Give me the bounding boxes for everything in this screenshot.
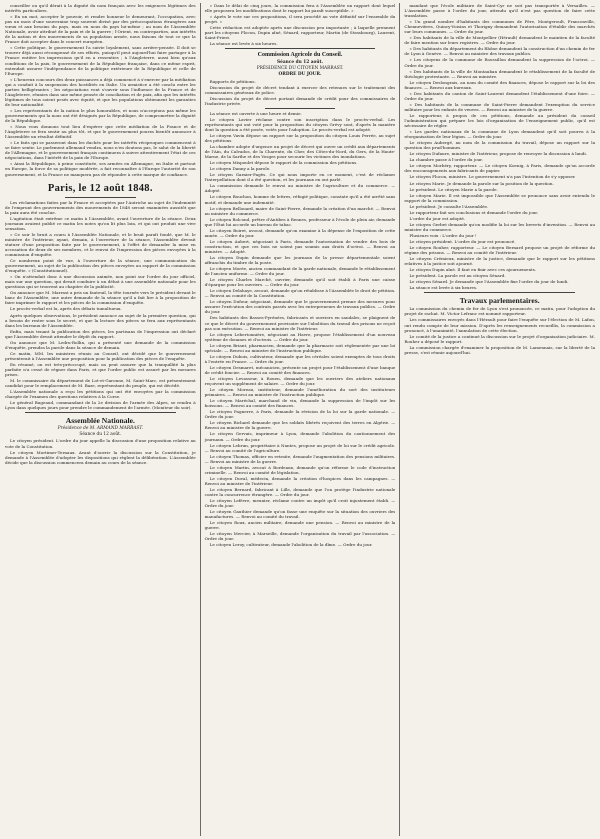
paragraph: Le comité de la justice a continué la discussion sur le projet d'organisation judiciaire. M. Rouher a déposé le rapport. [404, 333, 596, 344]
paragraph: Le citoyen Levasseur, à Rouen, demande que les ouvriers des ateliers nationaux reçoivent un supplément de salaire. — Ordre du jour. [204, 376, 396, 387]
paragraph: Le citoyen Dufaure, ministre de l'intérieur, propose de renvoyer la discussion à lundi. [409, 151, 588, 157]
paragraph: « Des habitants du département du Rhône demandent la construction d'un chemin de fer de Lyon à Genève. — Renvoi au ministre des travaux publics. [404, 46, 596, 57]
paragraph: La commission demande le renvoi au ministre de l'agriculture et du commerce. — Adopté. [204, 183, 396, 194]
column-1-news-text [5, 200, 196, 411]
paragraph: Le citoyen Briant, pharmacien, demande que la pharmacie soit réglementée par une loi spéciale. — Renvoi au ministre de l'instruction publique. [204, 342, 396, 353]
paragraph: Plusieurs voix : L'ordre du jour ! [409, 232, 477, 238]
paragraph: La séance est levée à six heures. [209, 41, 278, 47]
paragraph: La commission du chemin de fer de Lyon s'est prononcée, ce matin, pour l'adoption du projet de rachat. M. Victor Lefranc est nommé rapporteur. [404, 306, 596, 317]
paragraph: La commission chargée d'examiner la proposition de M. Lamennais, sur la liberté de la presse, s'est réunie aujourd'hui. [404, 344, 596, 355]
paragraph: La séance est ouverte à une heure et demie. [209, 110, 302, 116]
paragraph: « Des habitants de la ville de Montpellier (Hérault) demandent le maintien de la faculté de faire mention sur leurs registres. — Ordre du jour. [404, 35, 596, 46]
paragraph: Le citoyen Morée, ancien commandant de la garde nationale, demande le rétablissement de l'ancien uniforme. — Ordre du jour. [204, 266, 396, 277]
paragraph: « L'heureux concours des deux puissances a déjà commencé à s'exercer par la médiation qui a conduit à la suspension des hostilités en Italie. Un armistice a été conclu entre les parties belligérantes ; les négociations vont s'ouvrir sous l'influence de la France et de l'Angleterre, réunies dans une même pensée de conciliation et de paix, afin que les intérêts légitimes de tous soient pesés avec équité, et que les populations obtiennent les garanties de leur nationalité. [5, 76, 196, 107]
paragraph: M. le commissaire du département de Lot-et-Garonne, M. Saint-Marc, est présentement candidat pour le remplacement de M. Baze, représentant du peuple, qui est décédé. [5, 378, 196, 389]
column-1 [5, 3, 196, 836]
paragraph: Le citoyen président. L'ordre du jour est prononcé. [409, 238, 516, 244]
paragraph: Le président. Le citoyen Marie a la parole. [409, 186, 498, 192]
paragraph: Discussion du projet de décret tendant à exercer des retenues sur le traitement des commissaires généraux de police. [204, 84, 396, 95]
paragraph: Le citoyen Lefèvre, meunier, réclame contre un impôt qu'il croit injustement établi. — Ordre du jour. [204, 498, 396, 509]
paragraph: Le citoyen Charles Marché, ouvrier, demande qu'il soit établi à Paris une caisse d'épargne pour les ouvriers. — Ordre du jour. [204, 277, 396, 288]
paragraph: Le citoyen Dubois, cultivateur, demande que les céréales soient exemptes de tous droits à l'entrée en France. — Ordre du jour. [204, 353, 396, 364]
divider [424, 292, 575, 293]
paragraph: Le citoyen Flocon, ministre. Le gouvernement n'a pas l'intention de s'y opposer. [409, 174, 576, 180]
paragraph: Rapports de pétitions. [209, 78, 256, 84]
paragraph: « Les gardes nationaux de la commune de Lyon demandent qu'il soit pourvu à la réorganisation de leur légion. — Ordre du jour. [404, 129, 596, 140]
paragraph: Le citoyen Lebrun, propriétaire à Nantes, propose un projet de loi sur le crédit agricole. — Renvoi au comité de l'agriculture. [204, 442, 396, 453]
paragraph: Le citoyen Bolcond, prêtre d'Antibes à Rennes, professeur à l'école de plein air, demande que l'État lui accorde un bureau de tabac. [204, 216, 396, 227]
paragraph: Le citoyen Desmaret, mécanicien, présente un projet pour l'établissement d'une banque de crédit foncier. — Renvoi au comité des finances. [204, 364, 396, 375]
paragraph: Le citoyen président. L'ordre du jour appelle la discussion d'une proposition relative au vote de la Constitution. [5, 438, 196, 449]
paragraph: « Des habitants du canton de Saint-Laurent demandent l'établissement d'une foire. — Ordre du jour. [404, 90, 596, 101]
paragraph: La citoyen Dupin demande que les journaux de la presse départementale soient affranchis du timbre de la poste. [204, 254, 396, 266]
paragraph: Le citoyen Mispoulet dépose le rapport de la commission des pétitions. [209, 160, 358, 166]
paragraph: Le citoyen Gervais, imprimeur à Lyon, demande l'abolition du cautionnement des journaux. — Ordre du jour. [204, 431, 396, 442]
paragraph: Le rapporteur fait ses conclusions et demande l'ordre du jour. [409, 209, 539, 215]
paragraph: Le citoyen Boiret, avocat, demande qu'on examine à la dépense de l'exposition de cette année. — Ordre du jour. [204, 227, 396, 238]
divider [65, 197, 136, 198]
paragraph: Le citoyen Marie. Il est impossible que l'Assemblée se prononce sans avoir entendu le rapport de la commission. [404, 192, 596, 203]
paragraph: Le citoyen Duval, médecin, demande la création d'hospices dans les campagnes. — Renvoi au ministre de l'intérieur. [204, 475, 396, 486]
paragraph: « Un grand nombre d'habitants des communes de Fère, Montgeroult, Franconville, Chennevières, Quincy-Voisins et Thorigny demandent l'autorisation d'établir des marchés sur leurs communes. — Ordre du jour. [404, 19, 596, 35]
labor-text [404, 306, 595, 354]
paragraph: Le citoyen Delahaye, avocat, demande qu'on rétablisse à l'Assemblée le droit de pétition. — Renvoi au comité de la Constitution. [204, 288, 396, 299]
column-2-top-text [205, 3, 396, 46]
paragraph: La chambre passe à l'ordre du jour. [409, 157, 483, 163]
paragraph: Le citoyen Danny a la parole. [209, 166, 271, 172]
paragraph: « Les représentants de la nation le plus honorables, et nous n'acceptons pas même les gouvernements qui la nous ont été désignés par la République, de compromettre la dignité de la République. [5, 107, 196, 124]
divider [225, 48, 376, 49]
paragraph: Le citoyen Deslongrais, au nom du comité des finances, dépose le rapport sur la loi des finances. — Renvoi aux bureaux. [404, 79, 596, 90]
divider [25, 412, 176, 413]
column-2-body-text [205, 111, 396, 548]
paragraph: Le citoyen Lavier réclame contre son inscription dans le procès-verbal. Les représentants qui ont voté pour la proposition du citoyen Grévy sont, d'après la manière dont la question a été posée, votés pour l'adoption. Le procès-verbal est adopté. [204, 116, 396, 132]
paragraph: L'ordre du jour est adopté. [409, 215, 466, 221]
column-3 [399, 3, 595, 836]
paragraph: Le procès-verbal est lu, après des débats tumultueux. [10, 306, 122, 312]
paragraph: Le citoyen Richard demande que les soldats libérés reçoivent des terres en Algérie. — Renvoi au ministre de la guerre. [204, 420, 396, 431]
paragraph: L'Assemblée nationale a reçu les pétitions qui ont été envoyées par la commission chargée de l'examen des questions relatives à la Corse. [5, 389, 196, 400]
paragraph: Le citoyen Mortimer-Ternaux. Avant d'ouvrir la discussion sur la Constitution, je demande à l'Assemblée d'adopter les dispositions qui règlent la délibération. L'Assemblée décide que la discussion commencera demain au cours de la séance. [5, 449, 196, 465]
paragraph: Le citoyen Bernard, fabricant à Lille, demande que l'on protège l'industrie nationale contre la concurrence étrangère. — Ordre du jour. [204, 486, 396, 497]
column-1-top-text [5, 3, 196, 177]
agri-order-heading: ORDRE DU JOUR. [278, 72, 322, 78]
paragraph: « Ce soir le bruit a couru à l'Assemblée Nationale, et le bruit paraît fondé, que M. le ministre de l'intérieur, ayant, demain, à l'ouverture de la séance, l'Assemblée devrait statuer d'une proposition faite par le gouvernement, à l'effet de demander la mise en accusation de deux de ses membres, et le renvoi de l'impression des pièces envoyées à la commission d'enquête. [5, 231, 196, 258]
paragraph: Le citoyen Thomas, officier en retraite, demande l'augmentation des pensions militaires. — Renvoi au ministre de la guerre. [204, 453, 396, 464]
agri-order-items [205, 79, 396, 106]
assembly-text [5, 438, 196, 464]
agri-presidence: PRÉSIDENCE DU CITOYEN MARRAST. [256, 66, 344, 72]
paragraph: Le général Bugeaud, commandant de la 2e division de l'armée des Alpes, se rendra à Lyon dans quelques jours pour prendre le commandement de l'armée. (Moniteur du soir). [5, 400, 196, 411]
paragraph: Le citoyen Roux, ancien militaire, demande une pension. — Renvoi au ministre de la guerre. [204, 520, 396, 531]
paragraph: Le citoyen Lebertonnière, négociant au Havre, propose l'établissement d'un nouveau système de douanes et d'octrois. — Ordre du jour. [204, 331, 396, 342]
paragraph: Le citoyen Moreau, instituteur, demande l'amélioration du sort des instituteurs primaires. — Renvoi au ministre de l'instruction publique. [204, 387, 396, 398]
paragraph: « Des habitants de la ville de Montauban demandent le rétablissement de la faculté de théologie protestante. — Renvoi au ministre. [404, 68, 596, 79]
assembly-presidence: Présidence de M. ARMAND MARRAST. [57, 426, 143, 432]
paragraph: L'agitation était extrême ce matin à l'Assemblée, avant l'ouverture de la séance. Deux journaux avaient publié ce matin les notes qu'on lit plus loin, et qui ont produit une vive sensation. [5, 215, 196, 231]
paragraph: Les commissaires envoyés dans l'Hérault pour faire l'enquête sur l'élection de M. Lafon, ont rendu compte de leur mission. D'après les renseignements recueillis, la commission a prononcé, à l'unanimité, l'annulation de cette élection. [404, 317, 596, 333]
paragraph: Le citoyen Rouher, rapporteur. — Le citoyen Bernard propose un projet de réforme du régime des prisons. — Renvoi au comité de l'intérieur. [404, 245, 596, 256]
paragraph: Le citoyen Bouchon, homme de lettres, réfugié politique, constate qu'il a été arrêté sans motif, et demande une indemnité. [204, 194, 396, 205]
paragraph: Le citoyen Sénard. Je demande que l'Assemblée fixe l'ordre du jour de lundi. [409, 279, 569, 285]
dateline: Paris, le 12 août 1848. [47, 182, 153, 194]
paragraph: Après quelques observations, le président annonce au sujet de la première question, qui a besoin de rester sous le secret, et que la lecture des pièces se fera aux représentants dans les bureaux de l'Assemblée. [5, 312, 196, 328]
paragraph: Le rapporteur, à propos de ces pétitions, demande au président du conseil l'administration qui prépare les lois d'organisation de l'enseignement public, qu'il est nécessaire de régler. [404, 112, 596, 129]
paragraph: Le citoyen Marie. Je demande la parole sur la position de la question. [409, 180, 554, 186]
paragraph: Enfin, mais tenant la publication des pièces, les partisans de l'impression ont déclaré que l'Assemblée devait attendre le dépôt du rapport. [5, 328, 196, 339]
paragraph: Le président. La parole est au citoyen Sénard. [409, 273, 506, 279]
paragraph: Le citoyen Garnier-Pagès. Ce qui nous importe en ce moment, c'est de réclamer l'interpellation dont il a été question, et les journaux en ont parlé. [204, 172, 396, 183]
paragraph: Le citoyen Vavin dépose un rapport sur la proposition du citoyen Louis Perrée, au sujet des pétitions. [204, 132, 396, 143]
paragraph: « Nous vous donnons tout lieu d'espérer que cette médiation de la France et de l'Angleterre se fera sentir au plus tôt, et que le gouvernement pourra bientôt annoncer à l'Assemblée un résultat définitif. [5, 124, 196, 140]
paragraph: « Après le vote sur ces propositions, il sera procédé au vote définitif sur l'ensemble du projet. » [204, 14, 396, 25]
paragraph: « Le faits qui se passeront dans les duchés pour les intérêts réciproques commencent à se faire sentir. Le parlement allemand vendra, nous n'en doutons pas, le salut de la liberté de l'Allemagne, et le gouvernement français continuera à suivre attentivement l'état de ces négociations, dans l'intérêt de la paix de l'Europe. [5, 140, 196, 161]
paragraph: Le citoyen Aubert, négociant à Paris, demande l'autorisation de vendre des bois de construction, et que ces bois ne soient pas soumis aux droits d'octroi. — Renvoi au ministre. — Adopté. [204, 238, 396, 254]
paragraph: Le citoyen Gauthier demande qu'on fasse une enquête sur la situation des ouvriers des manufactures. — Renvoi au comité du travail. [204, 509, 396, 520]
paragraph: conseiller ou qu'il dérait à la dignité du nom français avec les exigences légitimes des intérêts particuliers. [5, 3, 196, 14]
paragraph: Le citoyen Dufour, négociant, demande que le gouvernement prenne des mesures pour assurer l'exécution des contrats passés avec les entrepreneurs de travaux publics. — Ordre du jour. [204, 299, 396, 315]
assembly-title: Assemblée Nationale. [65, 416, 135, 426]
paragraph: La séance est levée à six heures. [409, 285, 478, 291]
paragraph: Le citoyen Martin, avocat à Bordeaux, demande qu'on réforme le code d'instruction criminelle. — Renvoi au comité de législation. [204, 464, 396, 475]
paragraph: Le citoyen Bellouard, maire de Saint-Pierre, demande la création d'un marché. — Renvoi au ministre du commerce. [204, 205, 396, 216]
paragraph: Le citoyen Leroy, cultivateur, demande l'abolition de la dîme. — Ordre du jour. [209, 542, 373, 548]
column-3-top-text [404, 3, 595, 290]
paragraph: Le citoyen Aubergé, au nom de la commission du travail, dépose un rapport sur la question des prud'hommes. [404, 140, 596, 151]
paragraph: « On n'attendait donc à une discussion animée, non point sur l'ordre du jour officiel, mais sur une question, qui devait conduire à un débat à une assemblée nationale pour les questions qui se trouvent au chapitre de la publicité. [5, 274, 196, 290]
paragraph: En résumé, on est très-préoccupé, mais on peut assurer que la tranquillité la plus parfaite n'a cessé de régner dans Paris, et que l'ordre public est assuré par les mesures prises. [5, 361, 196, 378]
paragraph: La chambre adopte d'urgence un projet de décret qui ouvre un crédit aux départements de l'Ain, du Calvados, de la Charente, du Cher, des Côtes-du-Nord, du Gers, de la Haute-Marne, de la Sarthe et des Vosges pour secourir les victimes des inondations. [204, 144, 396, 160]
assembly-date: Séance du 12 août. [79, 432, 122, 438]
paragraph: Le citoyen Morhéry, rapporteur. — Le citoyen Koenig, à Paris, demande qu'on accorde des encouragements aux fabricants de papier. [404, 163, 596, 174]
paragraph: Le citoyen Maréchal, marchand de vin, demande la suppression de l'impôt sur les boissons. — Renvoi au comité des finances. [204, 398, 396, 409]
paragraph: mandant que l'école militaire de Saint-Cyr ne soit pas transportée à Versailles. — L'Assemblée passe à l'ordre du jour, attendu qu'il n'est pas question de faire cette translation. [404, 3, 596, 19]
paragraph: Le citoyen Gerbet demande qu'on modifie la loi sur les brevets d'invention. — Renvoi au ministre du commerce. [404, 221, 596, 232]
labor-title: Travaux parlementaires. [459, 296, 540, 306]
paragraph: Discussion du projet de décret portant demande de crédit pour des commissaires de l'industrie privée. [204, 95, 396, 106]
paragraph: Le citoyen Pagnerre, à Paris, demande la révision de la loi sur la garde nationale. — Ordre du jour. [204, 409, 396, 420]
paragraph: Le président. Je consulte l'Assemblée. [409, 203, 489, 209]
agri-title: Commission Agricole du Conseil. [257, 52, 343, 59]
paragraph: « En un mot, accepter le pouvoir, et rendre honneur le demeurant, l'occupation, avec pas un mois d'une souveraine trop souvent divisé par des préoccupations étrangères aux vœux et aux besoins du pays, mais en nous du pays lui-même ; au nom de l'Assemblée Nationale, avoir attribué de la paix et de la guerre ; l'Orient, en contreparties, aux intérêts de la nation et des mouvements de sa population armée, nous faisons de tout ce que la France doit accepter dans le concert européen. [5, 14, 196, 45]
paragraph: Le citoyen Dupin aîné. Il faut en finir avec ces ajournements. [409, 267, 537, 273]
paragraph: On annonce que M. Ledru-Rollin, qui a présenté une demande de la commission d'enquête, prendra la parole dans la séance de demain. [5, 339, 196, 350]
paragraph: Les réclamations faites par la France et acceptées par l'Autriche au sujet de l'indemnité de l'emprunt des gouvernements des mouvements de 1848 seront examinées aussitôt que la paix aura été conclue. [5, 199, 196, 215]
paragraph: Ce nombreux point de vue, à l'ouverture de la séance, une communication du gouvernement, au sujet de la publication des pièces envoyées au rapport de la commission d'enquête. » (Constitutionnel). [5, 258, 196, 274]
divider [265, 108, 336, 109]
paragraph: Cette rédaction est adoptée après une discussion peu importante ; à laquelle prennent part les citoyens Flocon, Dupin aîné, Sénard, rapporteur, Martin (de Strasbourg), Laurent, Saint-Priest. [204, 25, 396, 41]
column-2 [200, 3, 396, 836]
paragraph: » Dans le délai de cinq jours, la commission fera à l'Assemblée un rapport dont lequel elle proposera les modifications dont le rapport lui paraît susceptible. » [204, 3, 396, 14]
paragraph: Des habitants des Basses-Pyrénées, fabricants et ouvriers en sandales, se plaignent de ce que le décret du gouvernement provisoire sur l'abolition du travail des prisons ne reçoit pas son exécution. — Renvoi au ministre de l'intérieur. [204, 315, 396, 331]
paragraph: « Cette politique, le gouvernement l'a suivie loyalement, sans arrière-pensée. Il doit se trouver déjà aussi récompensé de ses efforts, puisqu'il peut aujourd'hui faire partager à la France entière les impressions qu'il en a ressenties ; à l'Angleterre, aussi bien qu'aux conditions de la paix, le gouvernement de la République française, dans ce même esprit, entendait assurer l'indépendance de la politique extérieure de la République et celle de l'Europe. [5, 45, 196, 76]
paragraph: « Ainsi la République, à peine constituée, ses armées en Allemagne, en Italie et partout en Europe, la force de sa politique modérée, a fait reconnaître à l'Europe l'autorité de son gouvernement, et la France ne manquera pas de répondre à cette marque de confiance. [5, 161, 196, 177]
paragraph: Le citoyen Crémieux, ministre de la justice, demande que le rapport sur les pétitions relatives à la justice soit ajourné. [404, 256, 596, 267]
paragraph: « Des habitants de la commune de Saint-Pierre demandent l'exemption du service militaire pour les enfants de veuves. — Renvoi au ministre de la guerre. [404, 101, 596, 112]
paragraph: On annonce que M. Marrast a pris un fauteuil, la tête tournée vers le président devant le banc de l'Assemblée, une autre demande de la séance qu'il a fait lire à la proposition de faire imprimer le rapport et les pièces de la commission d'enquête. [5, 290, 196, 306]
paragraph: Ce matin, MM. les ministres réunis au Conseil, ont décidé que le gouvernement présenterait à l'Assemblée une proposition pour la publication des pièces de l'enquête. [5, 350, 196, 361]
paragraph: Le citoyen Mercier, à Marseille, demande l'organisation du travail par l'association. — Ordre du jour. [204, 531, 396, 542]
paragraph: « Les citoyens de la commune de Roussillon demandent la suppression de l'octroi. — Ordre du jour. [404, 57, 596, 68]
agri-date: Séance du 12 août. [277, 60, 323, 66]
